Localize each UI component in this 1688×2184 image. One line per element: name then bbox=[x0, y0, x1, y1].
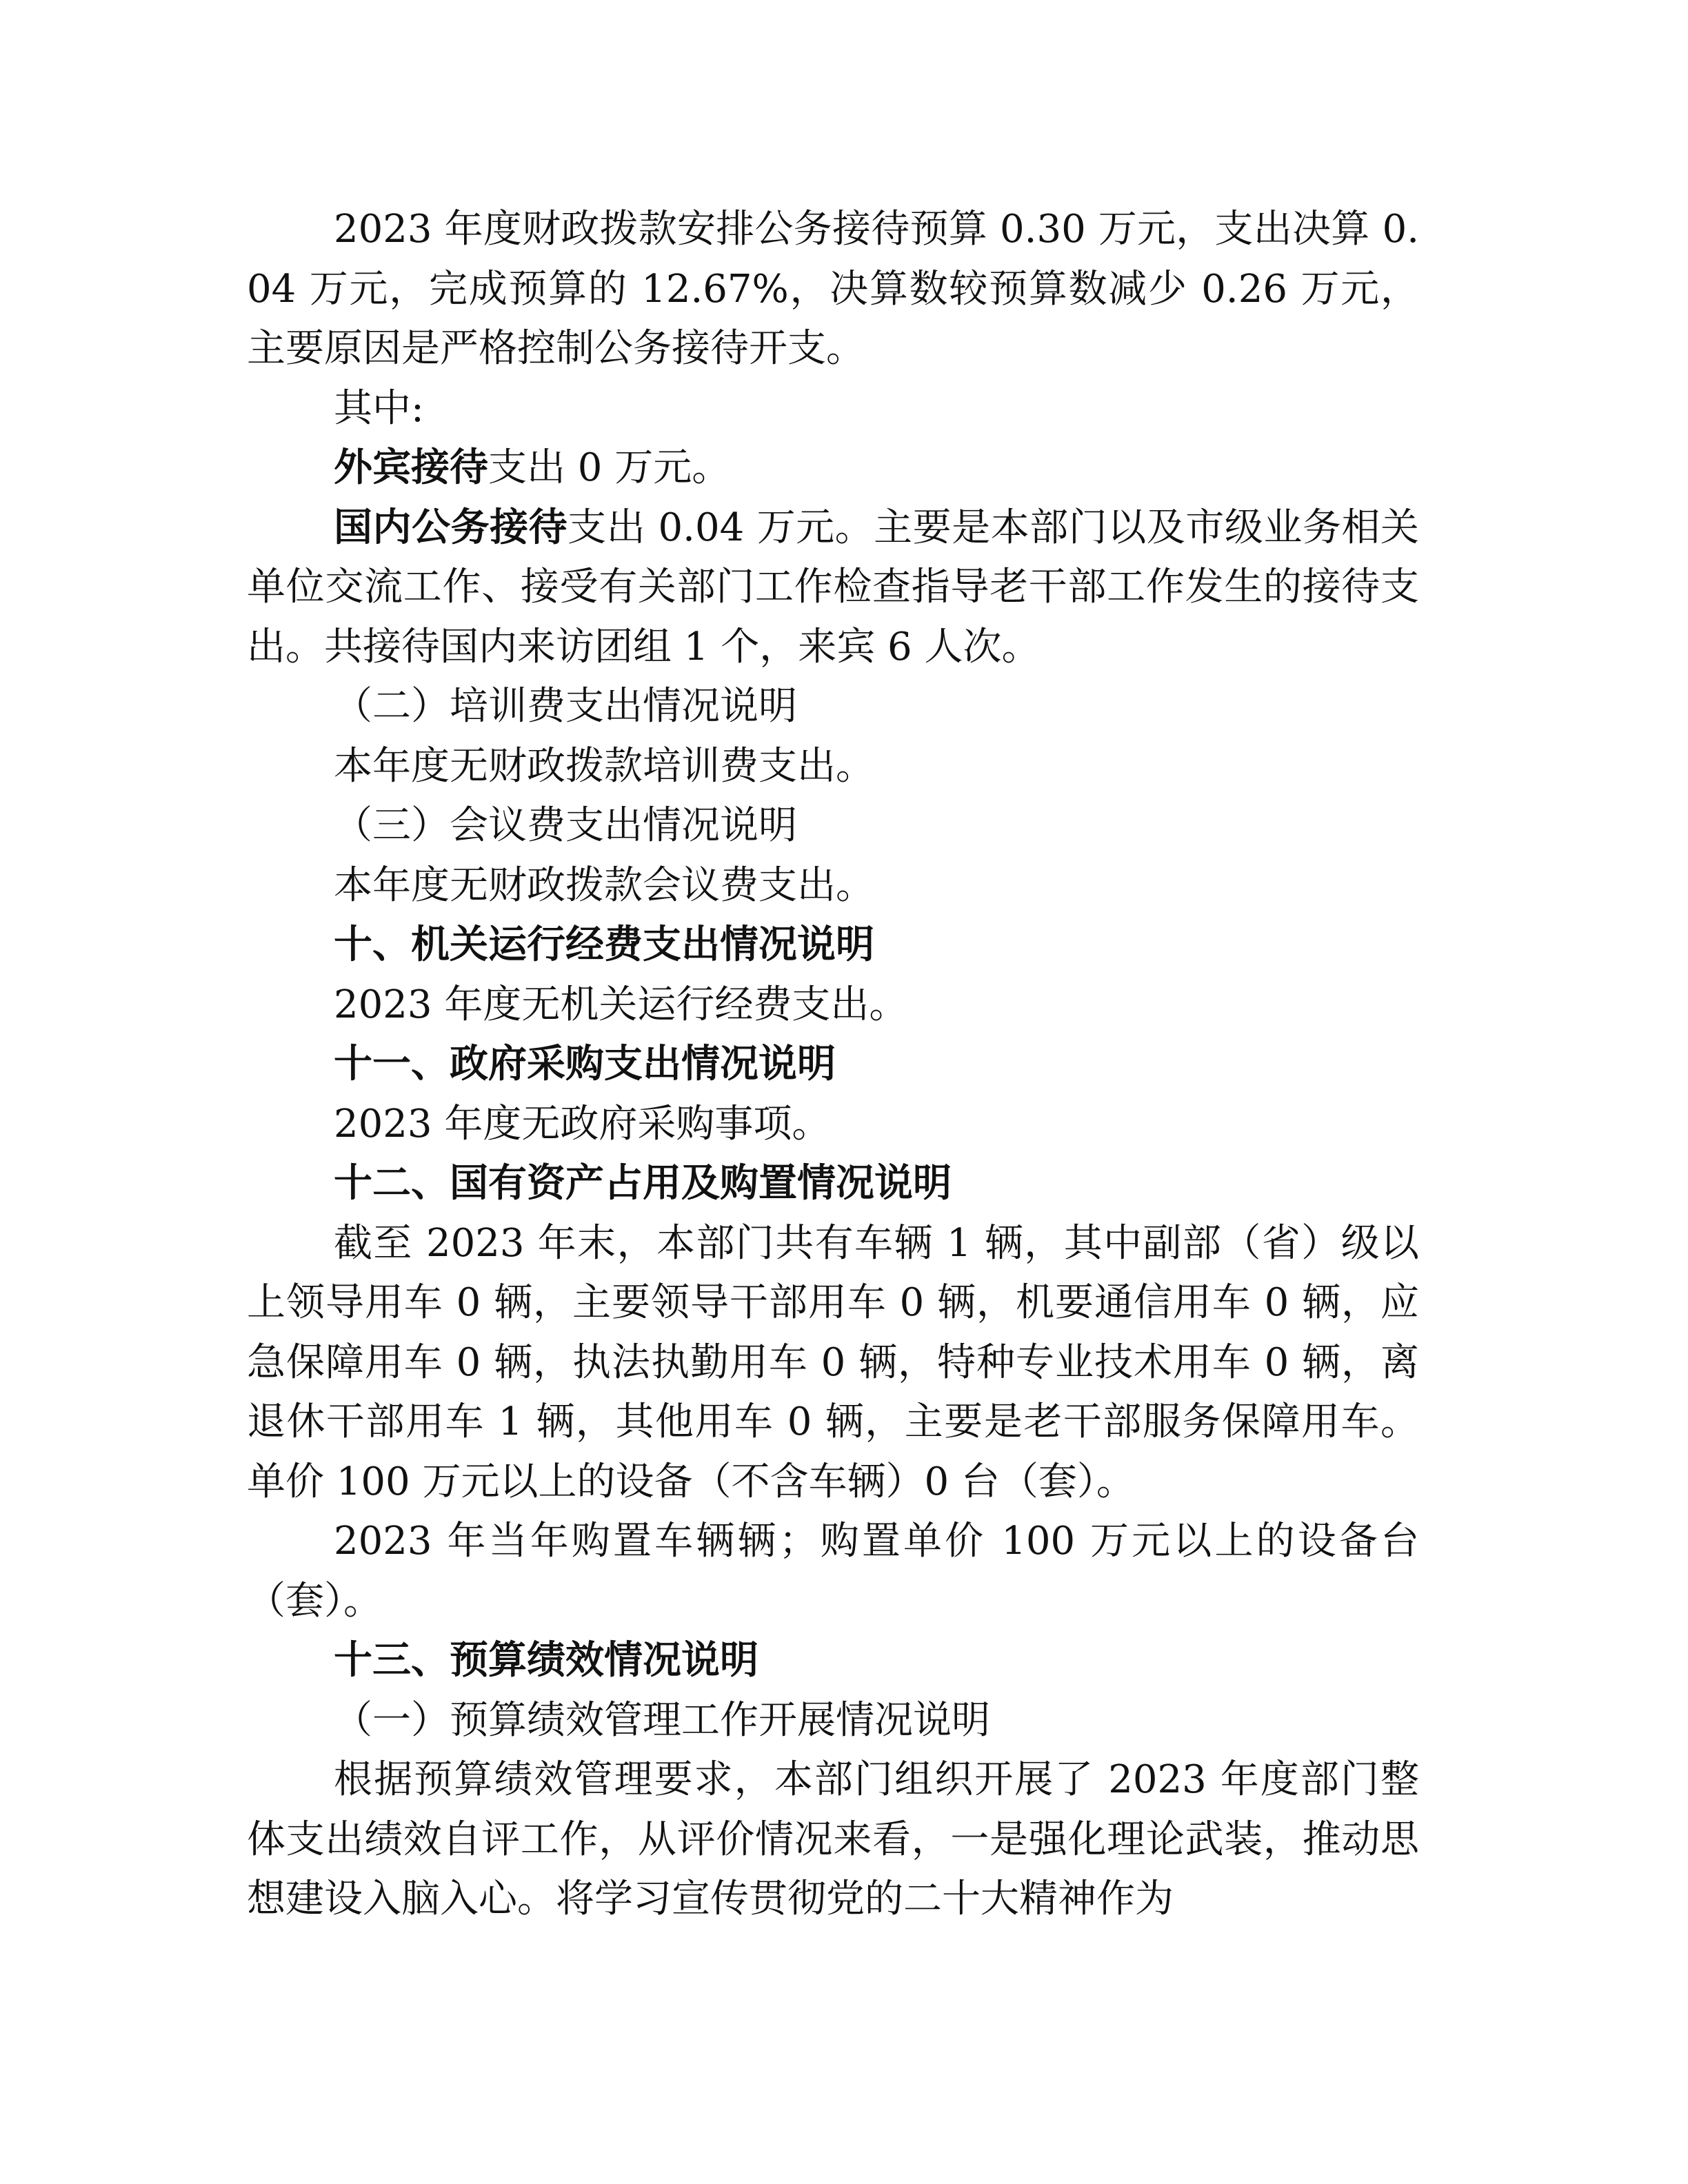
section-12-vehicles-paragraph: 截至 2023 年末，本部门共有车辆 1 辆，其中副部（省）级以上领导用车 0 辆，主要领导干部用车 0 辆，机要通信用车 0 辆，应急保障用车 0 辆，执法执勤用车 0 辆，特种专业技术用车 0 辆，离退休干部用车 1 辆，其他用车 0 辆，主要是老干部服务保障用车。单价 100 万元以上的设备（不含车辆）0 台（套）。 bbox=[247, 1220, 1419, 1504]
meeting-fee-paragraph: 本年度无财政拨款会议费支出。 bbox=[334, 862, 874, 908]
section-13-paragraph: 根据预算绩效管理要求，本部门组织开展了 2023 年度部门整体支出绩效自评工作，从评价情况来看，一是强化理论武装，推动思想建设入脑入心。将学习宣传贯彻党的二十大精神作为 bbox=[247, 1757, 1419, 1921]
among-which-label: 其中: bbox=[334, 385, 424, 431]
section-13-heading: 十三、预算绩效情况说明 bbox=[334, 1638, 758, 1683]
domestic-reception-paragraph bbox=[247, 498, 1419, 678]
meeting-fee-subheading: （三）会议费支出情况说明 bbox=[334, 803, 797, 848]
section-12-purchase-paragraph: 2023 年当年购置车辆辆；购置单价 100 万元以上的设备台（套）。 bbox=[247, 1519, 1419, 1624]
section-10-paragraph: 2023 年度无机关运行经费支出。 bbox=[334, 982, 908, 1027]
training-fee-paragraph: 本年度无财政拨款培训费支出。 bbox=[334, 743, 874, 789]
foreign-reception-label: 外宾接待 bbox=[334, 445, 488, 490]
section-13-subheading: （一）预算绩效管理工作开展情况说明 bbox=[334, 1697, 990, 1743]
document-page bbox=[247, 200, 1419, 1930]
section-11-heading: 十一、政府采购支出情况说明 bbox=[334, 1042, 836, 1086]
section-12-heading: 十二、国有资产占用及购置情况说明 bbox=[334, 1161, 952, 1206]
domestic-reception-text: 支出 0.04 万元。主要是本部门以及市级业务相关单位交流工作、接受有关部门工作检查指导老干部工作发生的接待支出。共接待国内来访团组 1 个，来宾 6 人次。 bbox=[247, 505, 1420, 669]
foreign-reception-paragraph bbox=[247, 438, 1419, 498]
section-10-heading: 十、机关运行经费支出情况说明 bbox=[334, 922, 874, 967]
domestic-reception-label: 国内公务接待 bbox=[334, 505, 568, 550]
training-fee-subheading: （二）培训费支出情况说明 bbox=[334, 684, 797, 729]
reception-budget-paragraph: 2023 年度财政拨款安排公务接待预算 0.30 万元，支出决算 0.04 万元，完成预算的 12.67%，决算数较预算数减少 0.26 万元，主要原因是严格控制公务接待开支。 bbox=[247, 207, 1419, 371]
foreign-reception-text: 支出 0 万元。 bbox=[488, 445, 731, 490]
section-11-paragraph: 2023 年度无政府采购事项。 bbox=[334, 1101, 831, 1146]
